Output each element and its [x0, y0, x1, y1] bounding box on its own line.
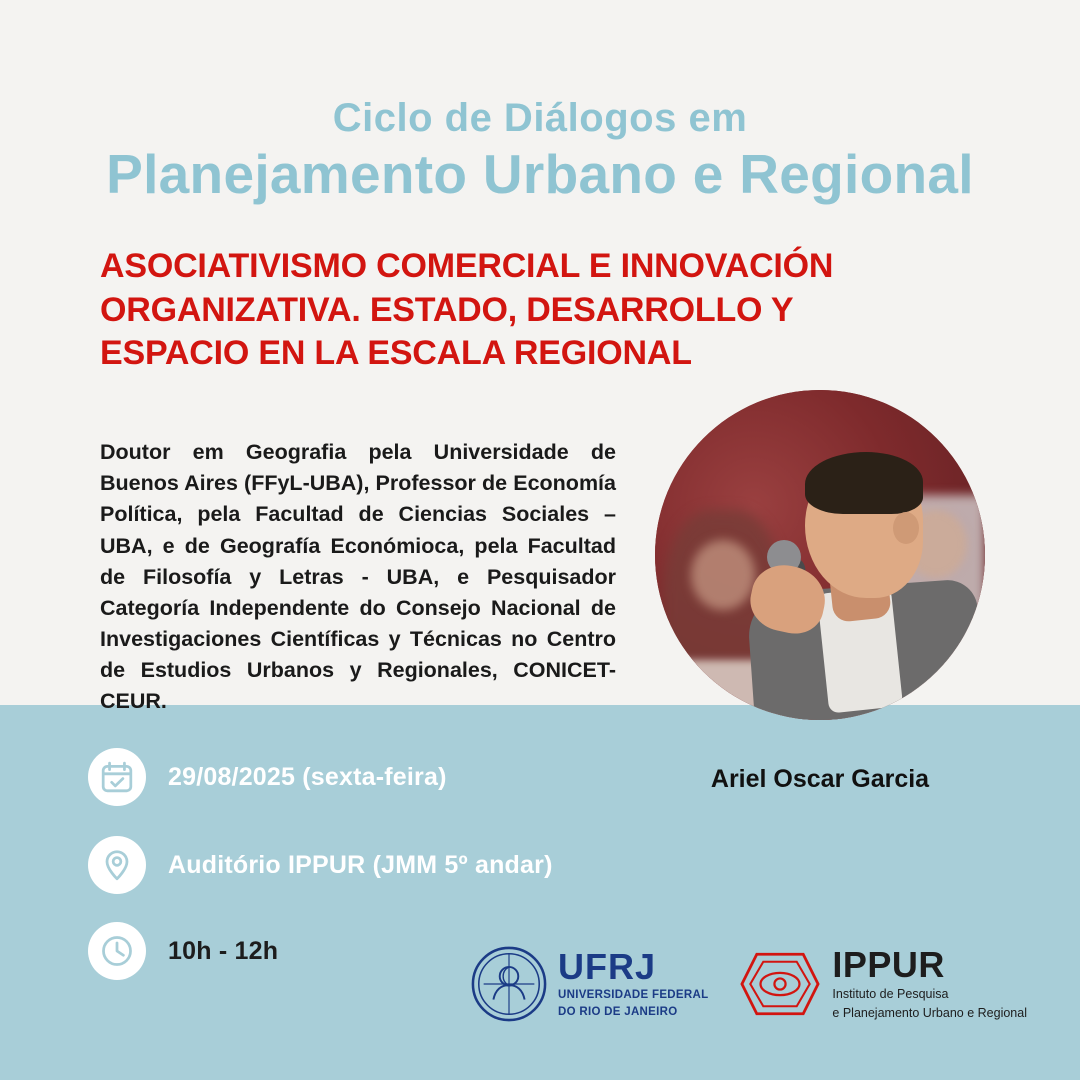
ufrj-name-line-1: UNIVERSIDADE FEDERAL: [558, 988, 709, 1001]
ippur-name-line-1: Instituto de Pesquisa: [832, 986, 949, 1001]
calendar-icon: [88, 748, 146, 806]
speaker-photo: [655, 390, 985, 720]
ufrj-seal-icon: [470, 945, 548, 1023]
ippur-mark-icon: [738, 945, 822, 1023]
header-line-1: Ciclo de Diálogos em: [332, 96, 748, 140]
photo-ear: [893, 512, 919, 544]
ufrj-wordmark: [558, 945, 709, 1020]
talk-title: ASOCIATIVISMO COMERCIAL E INNOVACIÓN ORGANIZATIVA. ESTADO, DESARROLLO Y ESPACIO EN LA ESCALA REGIONAL: [100, 247, 834, 373]
event-time-text: 10h - 12h: [168, 936, 279, 965]
ippur-logo: [738, 945, 1027, 1023]
logo-bar: [470, 945, 1027, 1023]
ufrj-acronym: UFRJ: [558, 945, 657, 987]
header-line-2: Planejamento Urbano e Regional: [106, 143, 974, 205]
event-date-row: [88, 748, 447, 806]
event-date-text: 29/08/2025 (sexta-feira): [168, 762, 447, 791]
event-location-text: Auditório IPPUR (JMM 5º andar): [168, 850, 553, 879]
ippur-name-line-2: e Planejamento Urbano e Regional: [832, 1006, 1027, 1020]
poster-header: [0, 95, 1080, 206]
ufrj-name-line-2: DO RIO DE JANEIRO: [558, 1006, 678, 1018]
speaker-name: Ariel Oscar Garcia: [710, 765, 930, 793]
event-location-row: [88, 836, 553, 894]
event-time-row: [88, 922, 278, 980]
clock-icon: [88, 922, 146, 980]
ippur-acronym: IPPUR: [832, 943, 945, 985]
photo-hair: [805, 452, 923, 514]
ippur-wordmark: [832, 943, 1027, 1022]
speaker-bio: Doutor em Geografia pela Universidade de Buenos Aires (FFyL-UBA), Professor de Economía Política, pela Facultad de Ciencias Sociales – UBA, e de Geografía Económioca, pela Facultad de Filosofía y Letras - UBA, e Pesquisador Categoría Independente do Consejo Nacional de Investigaciones Científicas y Técnicas no Centro de Estudios Urbanos y Regionales, CONICET-CEUR.: [100, 440, 616, 714]
ufrj-logo: [470, 945, 708, 1023]
location-pin-icon: [88, 836, 146, 894]
photo-blur-left-head: [691, 540, 755, 610]
